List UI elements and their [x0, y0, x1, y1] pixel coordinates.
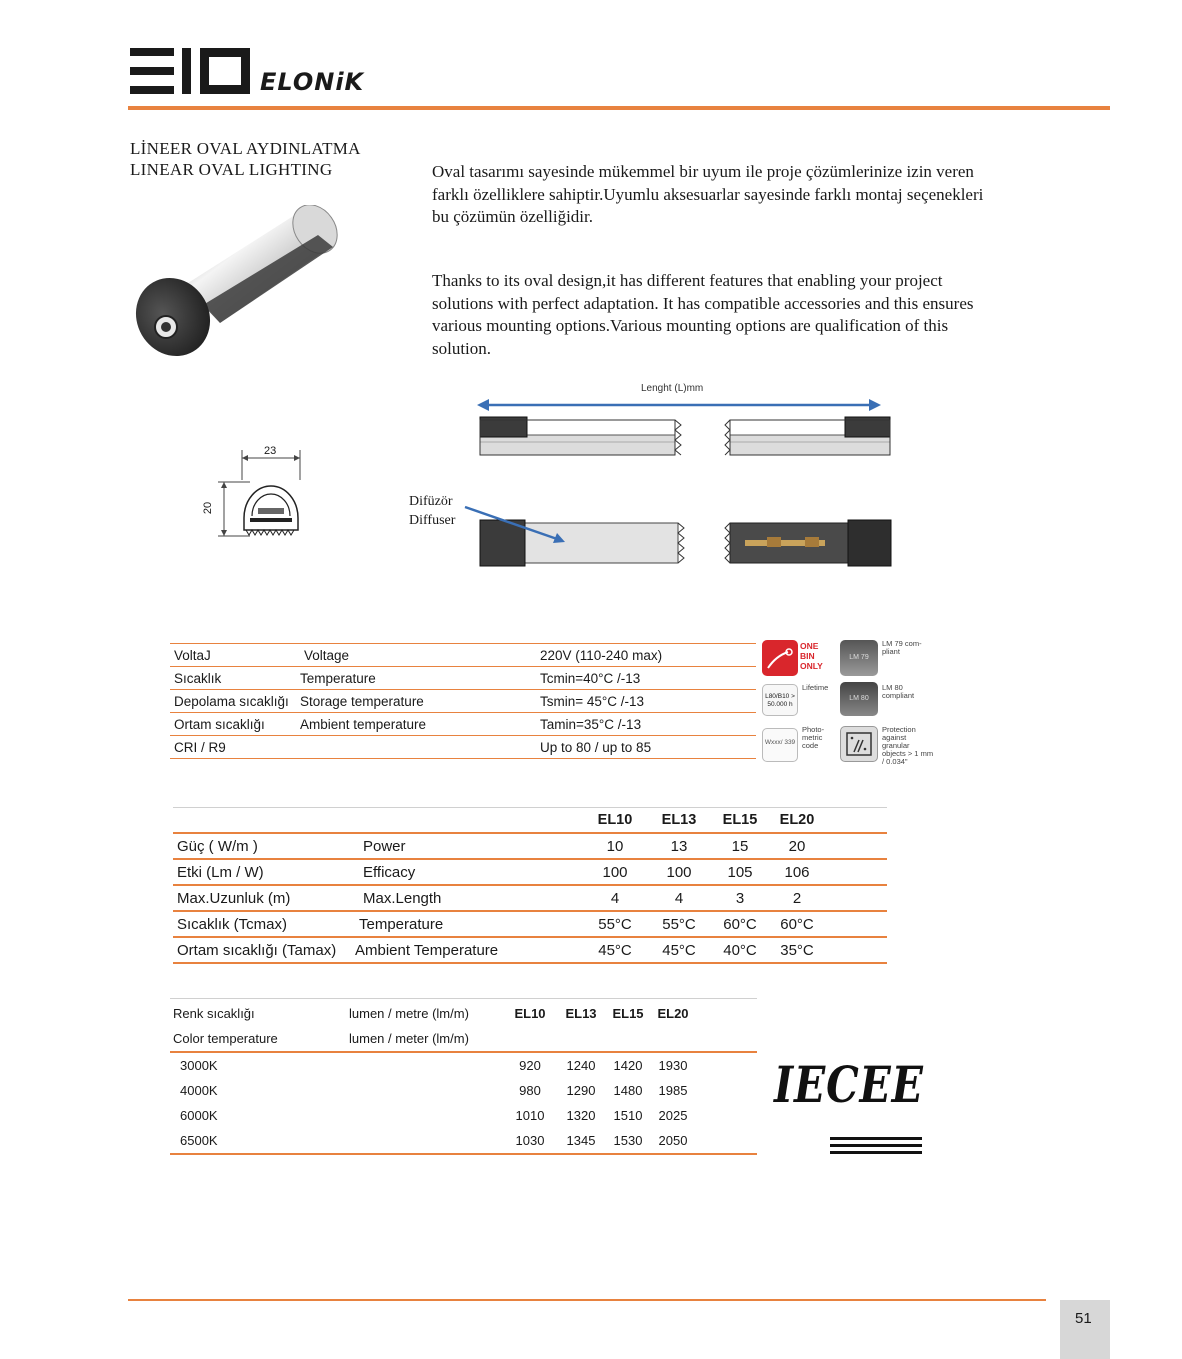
- value-cell: 100: [647, 859, 711, 885]
- param-en: Ambient Temperature: [353, 937, 583, 963]
- models-table: [173, 807, 887, 964]
- table-row: [170, 667, 756, 690]
- param-tr: Max.Uzunluk (m): [173, 885, 353, 911]
- table-header-row: [173, 808, 887, 834]
- lumen-cell: 1420: [613, 1058, 643, 1073]
- param-tr: Etki (Lm / W): [173, 859, 353, 885]
- protection-icon: [846, 732, 872, 756]
- value-cell: 45°C: [647, 937, 711, 963]
- spec-en: [296, 736, 536, 759]
- value-cell: 35°C: [769, 937, 825, 963]
- lumen-cell: 1290: [566, 1083, 596, 1098]
- value-cell: 2: [769, 885, 825, 911]
- spec-tr: Depolama sıcaklığı: [170, 690, 296, 713]
- lumen-cell: 2050: [658, 1133, 688, 1148]
- param-en: Power: [353, 833, 583, 859]
- spec-value: Tamin=35°C /-13: [536, 713, 756, 736]
- model-header: EL15: [711, 808, 769, 834]
- lumen-cell: 1930: [658, 1058, 688, 1073]
- footer-rule: [128, 1299, 1046, 1301]
- protection-caption: Protection against granular objects > 1 mm / 0.034": [882, 725, 934, 766]
- value-cell: 3: [711, 885, 769, 911]
- model-header: EL20: [657, 1006, 689, 1021]
- lm80-badge: LM 80: [840, 682, 878, 716]
- lumen-cell: 1510: [613, 1108, 643, 1123]
- lm79-caption: LM 79 com- pliant: [882, 639, 922, 656]
- height-dimension: 20: [202, 501, 215, 515]
- spec-en: Temperature: [296, 667, 536, 690]
- lumen-header-tr: lumen / metre (lm/m): [349, 1006, 469, 1021]
- table-row: [170, 644, 756, 667]
- width-dimension: 23: [264, 445, 277, 457]
- lumen-cell: 2025: [658, 1108, 688, 1123]
- spec-tr: Ortam sıcaklığı: [170, 713, 296, 736]
- spec-value: 220V (110-240 max): [536, 644, 756, 667]
- certification-icons: [760, 638, 935, 768]
- model-header: EL20: [769, 808, 825, 834]
- lumen-cell: 1010: [515, 1108, 545, 1123]
- param-tr: Ortam sıcaklığı (Tamax): [173, 937, 353, 963]
- spec-tr: CRI / R9: [170, 736, 296, 759]
- value-cell: 55°C: [583, 911, 647, 937]
- lm79-badge: LM 79: [840, 640, 878, 676]
- cct-cell: 4000K: [180, 1083, 218, 1098]
- product-image: [128, 205, 353, 360]
- value-cell: 15: [711, 833, 769, 859]
- diffuser-label-en: Diffuser: [409, 513, 456, 528]
- table-row: [170, 1078, 757, 1103]
- one-bin-icon: [766, 648, 794, 670]
- length-drawing: [405, 380, 910, 580]
- spec-en: Voltage: [296, 644, 536, 667]
- table-row: [170, 713, 756, 736]
- lumen-cell: 1345: [566, 1133, 596, 1148]
- model-header: EL13: [647, 808, 711, 834]
- brand-name: ELONiK: [260, 68, 365, 96]
- table-row: [170, 1103, 757, 1128]
- description-tr: Oval tasarımı sayesinde mükemmel bir uyum ile proje çözümlerinize izin veren farklı özelliklere sahiptir.Uyumlu aksesuarlar sayesinde farklı montaj seçenekleri bu çözümün özelliğidir.: [432, 162, 984, 226]
- lifetime-caption: Lifetime: [802, 683, 829, 692]
- spec-tr: Sıcaklık: [170, 667, 296, 690]
- value-cell: 100: [583, 859, 647, 885]
- table-header-row: [170, 1026, 757, 1052]
- lumen-cell: 1030: [515, 1133, 545, 1148]
- photometric-badge: Wxxx/ 339: [762, 728, 798, 762]
- specs-table: [170, 643, 756, 759]
- cct-cell: 6000K: [180, 1108, 218, 1123]
- table-row: [170, 690, 756, 713]
- length-label: Lenght (L)mm: [641, 383, 704, 394]
- param-tr: Güç ( W/m ): [173, 833, 353, 859]
- value-cell: 60°C: [769, 911, 825, 937]
- value-cell: 10: [583, 833, 647, 859]
- lumen-header-en: lumen / meter (lm/m): [349, 1031, 469, 1046]
- lumen-table: [170, 1001, 757, 1155]
- brand-logo: [128, 44, 368, 100]
- photometric-caption: Photo- metric code: [802, 725, 825, 750]
- cct-header-en: Color temperature: [173, 1031, 278, 1046]
- table-row: [170, 1128, 757, 1154]
- param-tr: Sıcaklık (Tcmax): [173, 911, 353, 937]
- lumen-cell: 920: [519, 1058, 541, 1073]
- spec-value: Tsmin= 45°C /-13: [536, 690, 756, 713]
- page-number: 51: [1075, 1310, 1092, 1327]
- title-en: LINEAR OVAL LIGHTING: [130, 160, 333, 179]
- value-cell: 4: [647, 885, 711, 911]
- param-en: Max.Length: [353, 885, 583, 911]
- model-header: EL15: [612, 1006, 644, 1021]
- page-title: [130, 138, 361, 180]
- table-row: [173, 937, 887, 963]
- table-row: [173, 833, 887, 859]
- lumen-cell: 1320: [566, 1108, 596, 1123]
- lumen-cell: 1480: [613, 1083, 643, 1098]
- iecee-logo: [772, 1055, 932, 1165]
- table-row: [173, 859, 887, 885]
- spec-tr: VoltaJ: [170, 644, 296, 667]
- value-cell: 40°C: [711, 937, 769, 963]
- spec-en: Ambient temperature: [296, 713, 536, 736]
- cct-cell: 6500K: [180, 1133, 218, 1148]
- cct-cell: 3000K: [180, 1058, 218, 1073]
- value-cell: 45°C: [583, 937, 647, 963]
- lumen-cell: 980: [519, 1083, 541, 1098]
- param-en: Temperature: [353, 911, 583, 937]
- page-number-box: [1060, 1300, 1110, 1359]
- lifetime-badge: L80/B10 > 50.000 h: [762, 684, 798, 716]
- model-header: EL10: [514, 1006, 546, 1021]
- spec-value: Up to 80 / up to 85: [536, 736, 756, 759]
- description-en: Thanks to its oval design,it has different features that enabling your project solutions with perfect adaptation. It has compatible accessories and this ensures various mounting options.Various mounting options are qualification of this solution.: [432, 271, 974, 358]
- title-tr: LİNEER OVAL AYDINLATMA: [130, 139, 361, 158]
- header-rule: [128, 106, 1110, 110]
- lm80-caption: LM 80 compliant: [882, 683, 915, 700]
- value-cell: 20: [769, 833, 825, 859]
- diffuser-label: [409, 492, 455, 530]
- lumen-cell: 1985: [658, 1083, 688, 1098]
- value-cell: 13: [647, 833, 711, 859]
- lumen-table-top-rule: [170, 998, 757, 999]
- lumen-cell: 1240: [566, 1058, 596, 1073]
- lumen-cell: 1530: [613, 1133, 643, 1148]
- diffuser-label-tr: Difüzör: [409, 494, 453, 509]
- model-header: EL10: [583, 808, 647, 834]
- value-cell: 105: [711, 859, 769, 885]
- model-header: EL13: [565, 1006, 597, 1021]
- value-cell: 55°C: [647, 911, 711, 937]
- param-en: Efficacy: [353, 859, 583, 885]
- table-row: [170, 736, 756, 759]
- value-cell: 4: [583, 885, 647, 911]
- spec-en: Storage temperature: [296, 690, 536, 713]
- spec-value: Tcmin=40°C /-13: [536, 667, 756, 690]
- value-cell: 60°C: [711, 911, 769, 937]
- one-bin-label: ONE BIN ONLY: [800, 641, 823, 671]
- table-row: [173, 911, 887, 937]
- cross-section-drawing: [200, 440, 320, 550]
- iecee-logo-text: IECEE: [774, 1055, 924, 1114]
- table-row: [170, 1052, 757, 1078]
- table-row: [173, 885, 887, 911]
- table-header-row: [170, 1001, 757, 1026]
- value-cell: 106: [769, 859, 825, 885]
- cct-header-tr: Renk sıcaklığı: [173, 1006, 255, 1021]
